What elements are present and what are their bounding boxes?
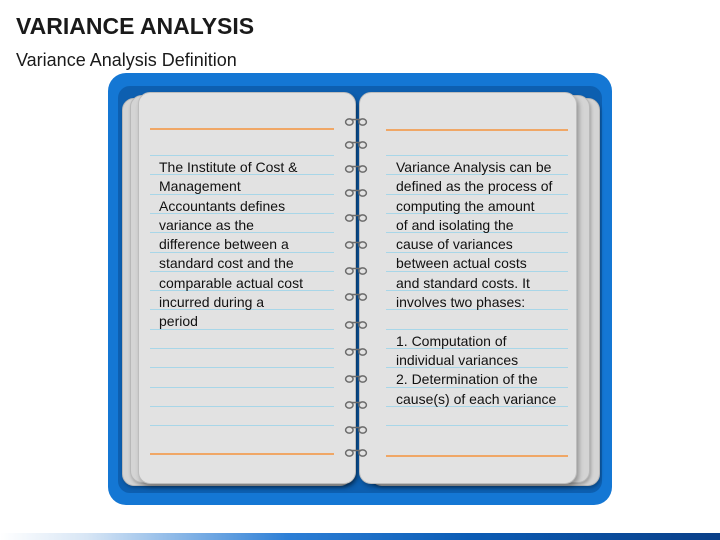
spiral-ring-icon <box>343 188 369 198</box>
footer-gradient-bar <box>0 533 720 540</box>
right-page-text <box>396 158 556 409</box>
spiral-ring-icon <box>343 164 369 174</box>
spiral-ring-icon <box>343 140 369 150</box>
text-line: Accountants defines <box>159 197 286 214</box>
spiral-ring-icon <box>343 240 369 250</box>
spiral-ring-icon <box>343 292 369 302</box>
text-line: variance as the <box>159 216 254 233</box>
text-line <box>396 312 556 331</box>
spiral-ring-icon <box>343 266 369 276</box>
spiral-ring-icon <box>343 425 369 435</box>
rule-line <box>150 425 334 426</box>
spiral-ring-icon <box>343 448 369 458</box>
text-line: period <box>159 313 198 330</box>
text-line: Management <box>159 178 241 195</box>
rule-line <box>150 367 334 368</box>
rule-line <box>150 406 334 407</box>
margin-line <box>386 455 568 457</box>
text-line: difference between a <box>159 236 289 253</box>
text-line: incurred during a <box>159 294 265 311</box>
text-line: standard cost and the <box>159 255 294 272</box>
margin-line <box>150 128 334 130</box>
text-line: comparable actual cost <box>159 274 303 291</box>
spiral-ring-icon <box>343 400 369 410</box>
text-line: The Institute of Cost & <box>159 159 298 175</box>
rule-line <box>150 387 334 388</box>
rule-line <box>150 348 334 349</box>
text-line: involves two phases: <box>396 294 526 311</box>
rule-line <box>386 425 568 426</box>
text-line: and standard costs. It <box>396 274 530 291</box>
spiral-ring-icon <box>343 213 369 223</box>
spiral-ring-icon <box>343 320 369 330</box>
slide-subtitle: Variance Analysis Definition <box>16 50 237 70</box>
left-page-text <box>159 158 303 332</box>
spiral-ring-icon <box>343 374 369 384</box>
margin-line <box>386 129 568 131</box>
text-line: cause of variances <box>396 236 513 253</box>
text-line: individual variances <box>396 351 519 368</box>
margin-line <box>150 453 334 455</box>
text-line: defined as the process of <box>396 178 553 195</box>
spiral-ring-icon <box>343 347 369 357</box>
rule-line <box>150 155 334 156</box>
text-line: 1. Computation of <box>396 332 507 349</box>
rule-line <box>386 155 568 156</box>
text-line: Variance Analysis can be <box>396 159 552 175</box>
spiral-ring-icon <box>343 117 369 127</box>
text-line: 2. Determination of the <box>396 371 538 388</box>
slide-title: VARIANCE ANALYSIS <box>16 13 255 39</box>
text-line: of and isolating the <box>396 216 514 233</box>
text-line: computing the amount <box>396 197 535 214</box>
text-line: cause(s) of each variance <box>396 390 557 407</box>
text-line: between actual costs <box>396 255 527 272</box>
